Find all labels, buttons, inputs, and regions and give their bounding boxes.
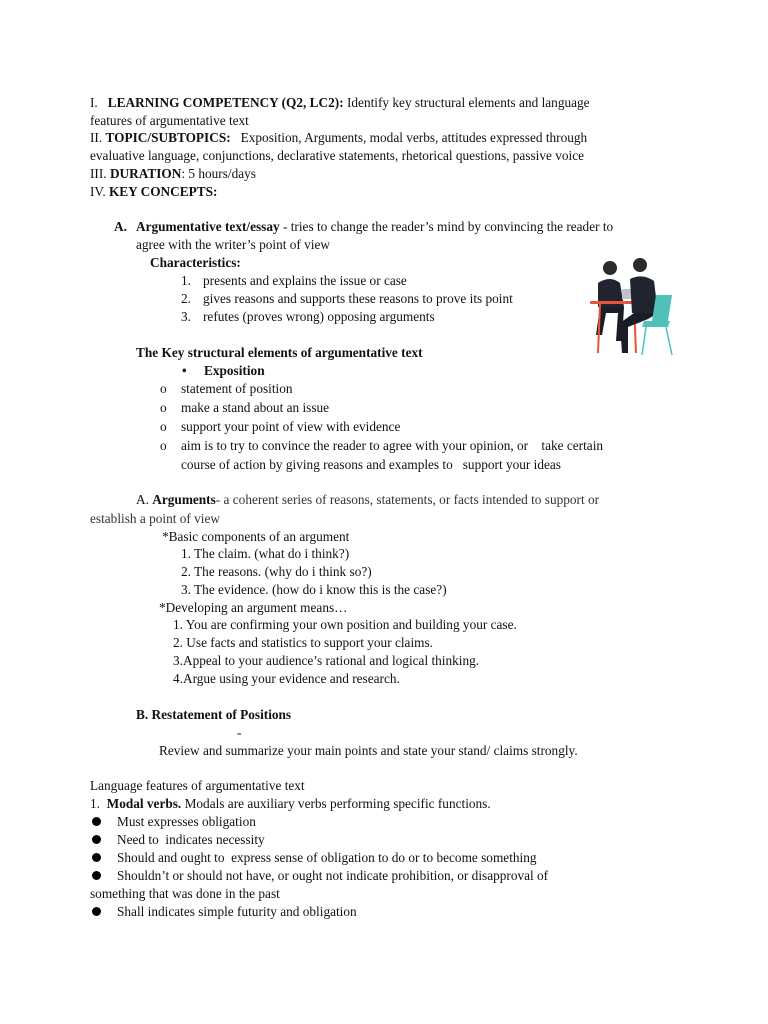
section-2-line-2: evaluative language, conjunctions, declarative statements, rhetorical questions, passive voice xyxy=(90,148,585,163)
characteristic-num-3: 3. xyxy=(181,309,191,324)
concept-a-line-1: Argumentative text/essay - tries to change the reader’s mind by convincing the reader to xyxy=(136,219,614,234)
modal-bullet-5 xyxy=(92,907,101,916)
right-person-legs xyxy=(620,313,658,353)
right-person-body xyxy=(630,276,658,313)
developing-item-1: 1. You are confirming your own position and building your case. xyxy=(173,617,517,632)
developing-label: *Developing an argument means… xyxy=(159,600,348,615)
restatement-heading: B. Restatement of Positions xyxy=(136,707,292,722)
exposition-marker-1: o xyxy=(160,381,167,396)
exposition-marker-2: o xyxy=(160,400,167,415)
exposition-bullet: • xyxy=(182,363,187,378)
basic-item-1: 1. The claim. (what do i think?) xyxy=(181,546,350,561)
key-elements-heading: The Key structural elements of argumentative text xyxy=(136,345,423,360)
section-1-line-1: I. LEARNING COMPETENCY (Q2, LC2): Identify key structural elements and language xyxy=(90,95,590,110)
modal-item-4: Shouldn’t or should not have, or ought not indicate prohibition, or disapproval of xyxy=(117,868,549,883)
concept-a-line-2: agree with the writer’s point of view xyxy=(136,237,330,252)
characteristic-item-1: presents and explains the issue or case xyxy=(203,273,407,288)
section-1-label: LEARNING COMPETENCY (Q2, LC2): xyxy=(107,95,344,110)
section-1-line-2: features of argumentative text xyxy=(90,113,249,128)
characteristic-item-2: gives reasons and supports these reasons to prove its point xyxy=(203,291,513,306)
right-person-head xyxy=(633,258,647,272)
chair-leg-right xyxy=(666,327,672,355)
basic-components-label: *Basic components of an argument xyxy=(162,529,350,544)
exposition-label: Exposition xyxy=(204,363,265,378)
exposition-item-4: aim is to try to convince the reader to agree with your opinion, or take certain xyxy=(181,438,604,453)
modal-bullet-4 xyxy=(92,871,101,880)
basic-item-2: 2. The reasons. (why do i think so?) xyxy=(181,564,372,579)
exposition-marker-3: o xyxy=(160,419,167,434)
modal-item-4-cont: something that was done in the past xyxy=(90,886,280,901)
developing-item-3: 3.Appeal to your audience’s rational and logical thinking. xyxy=(173,653,480,668)
modal-verbs-line: 1. Modal verbs. Modals are auxiliary verbs performing specific functions. xyxy=(90,796,491,811)
table-leg-left xyxy=(598,304,600,353)
section-2-label: TOPIC/SUBTOPICS: xyxy=(105,130,231,145)
modal-item-2: Need to indicates necessity xyxy=(117,832,265,847)
concept-a-marker: A. xyxy=(114,219,127,234)
characteristic-num-2: 2. xyxy=(181,291,191,306)
modal-bullet-1 xyxy=(92,817,101,826)
section-3-label: DURATION xyxy=(109,166,182,181)
chair-seat xyxy=(642,321,670,327)
exposition-item-2: make a stand about an issue xyxy=(181,400,330,415)
modal-bullet-2 xyxy=(92,835,101,844)
characteristic-item-3: refutes (proves wrong) opposing arguments xyxy=(203,309,435,324)
restatement-dash: - xyxy=(237,725,242,740)
two-people-meeting-illustration xyxy=(576,255,678,359)
characteristic-num-1: 1. xyxy=(181,273,191,288)
section-4-line: IV. KEY CONCEPTS: xyxy=(90,184,218,199)
left-person-head xyxy=(603,261,617,275)
arguments-line-1: A. Arguments- a coherent series of reasons, statements, or facts intended to support or xyxy=(136,492,600,507)
language-heading: Language features of argumentative text xyxy=(90,778,305,793)
modal-item-3: Should and ought to express sense of obligation to do or to become something xyxy=(117,850,537,865)
chair-leg-left xyxy=(642,327,646,355)
developing-item-4: 4.Argue using your evidence and research. xyxy=(173,671,400,686)
exposition-item-1: statement of position xyxy=(181,381,293,396)
section-2-line-1: II. TOPIC/SUBTOPICS: Exposition, Arguments, modal verbs, attitudes expressed through xyxy=(90,130,588,145)
exposition-item-4-cont: course of action by giving reasons and examples to support your ideas xyxy=(181,457,561,472)
modal-item-5: Shall indicates simple futurity and obligation xyxy=(117,904,357,919)
restatement-text: Review and summarize your main points and state your stand/ claims strongly. xyxy=(159,743,578,758)
developing-item-2: 2. Use facts and statistics to support your claims. xyxy=(173,635,433,650)
section-3-line: III. DURATION: 5 hours/days xyxy=(90,166,256,181)
modal-verbs-label: Modal verbs. xyxy=(106,796,182,811)
modal-item-1: Must expresses obligation xyxy=(117,814,256,829)
exposition-marker-4: o xyxy=(160,438,167,453)
concept-a-title: Argumentative text/essay xyxy=(136,219,280,234)
section-4-label: KEY CONCEPTS: xyxy=(108,184,218,199)
characteristics-label: Characteristics: xyxy=(150,255,241,270)
modal-bullet-3 xyxy=(92,853,101,862)
arguments-label: Arguments xyxy=(152,492,216,507)
exposition-item-3: support your point of view with evidence xyxy=(181,419,401,434)
basic-item-3: 3. The evidence. (how do i know this is the case?) xyxy=(181,582,447,597)
arguments-line-2: establish a point of view xyxy=(90,511,220,526)
